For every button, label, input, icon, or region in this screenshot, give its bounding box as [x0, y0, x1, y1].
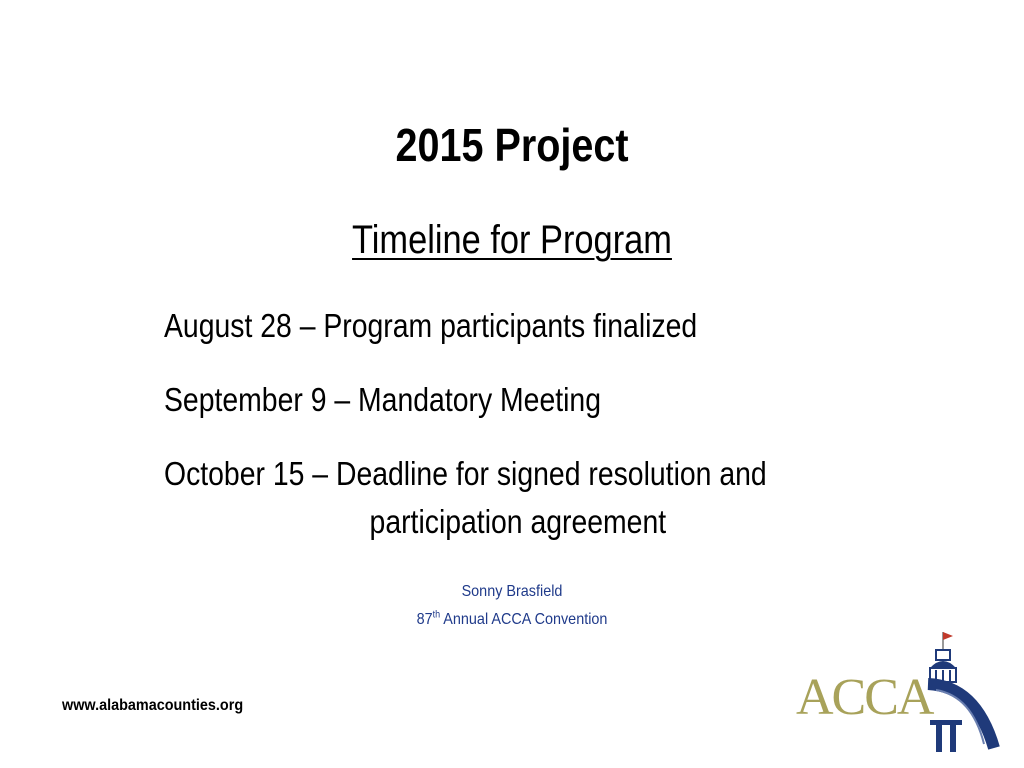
timeline-item-october-line2: participation agreement [369, 503, 667, 540]
acca-logo [790, 628, 1002, 754]
event-suffix: th [432, 609, 441, 621]
slide-subtitle: Timeline for Program [352, 218, 672, 262]
timeline-item-october-line1: October 15 – Deadline for signed resolution and [164, 455, 767, 492]
timeline-item-september: September 9 – Mandatory Meeting [164, 381, 601, 418]
slide-title: 2015 Project [395, 119, 629, 171]
timeline-list [164, 302, 818, 546]
timeline-item-august: August 28 – Program participants finalized [164, 307, 698, 344]
event-number: 87 [416, 611, 433, 628]
presenter-name: Sonny Brasfield [461, 583, 563, 600]
event-rest: Annual ACCA Convention [440, 611, 608, 628]
website-url: www.alabamacounties.org [62, 697, 244, 714]
timeline-item-october [164, 450, 818, 546]
acca-logo-text: ACCA [796, 669, 933, 726]
presenter-block [51, 578, 973, 634]
